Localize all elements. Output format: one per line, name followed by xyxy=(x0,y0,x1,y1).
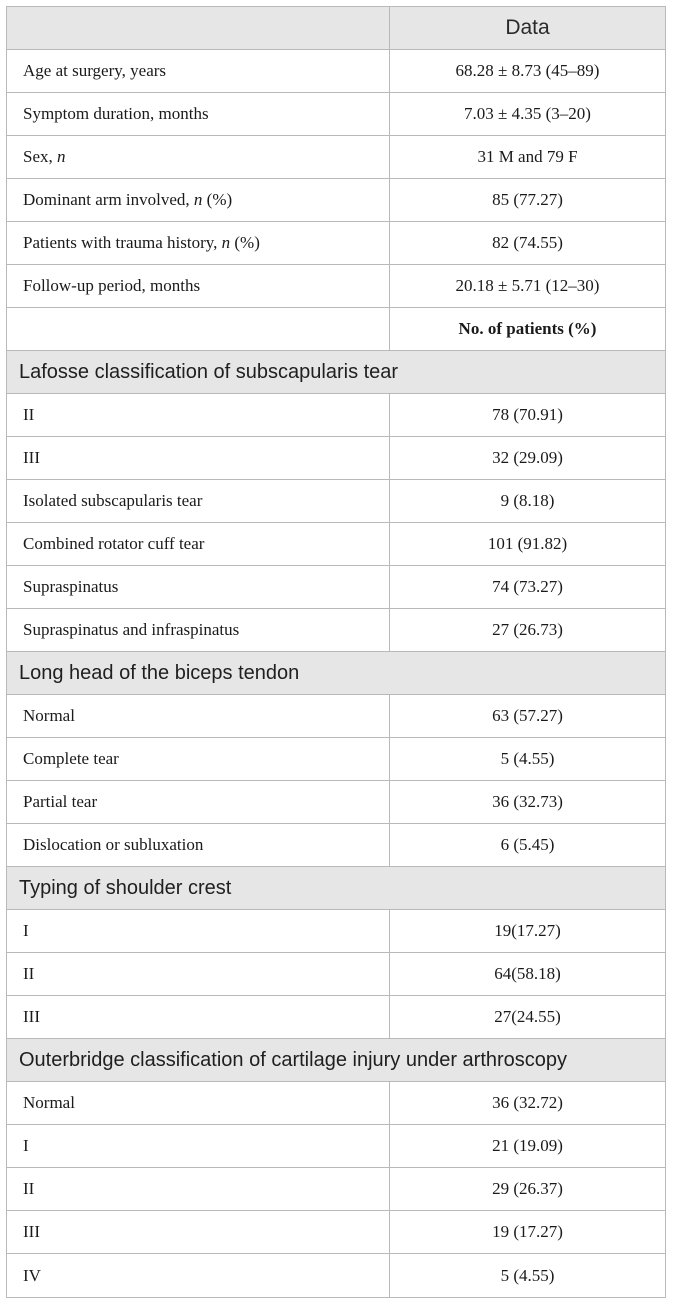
row-value: 78 (70.91) xyxy=(492,405,563,424)
row-label: IV xyxy=(7,1254,390,1297)
row-value: 32 (29.09) xyxy=(492,448,563,467)
table-row xyxy=(7,437,665,480)
row-value: 82 (74.55) xyxy=(492,233,563,252)
table-row xyxy=(7,695,665,738)
row-label: Sex, n xyxy=(7,136,390,178)
row-value: 5 (4.55) xyxy=(500,749,555,768)
row-value: 36 (32.73) xyxy=(492,792,563,811)
table-row xyxy=(7,953,665,996)
row-value: 7.03 ± 4.35 (3–20) xyxy=(464,104,591,123)
table-row xyxy=(7,1211,665,1254)
row-value: 85 (77.27) xyxy=(492,190,563,209)
row-label: Age at surgery, years xyxy=(7,50,390,92)
table-row xyxy=(7,265,665,308)
row-label: Isolated subscapularis tear xyxy=(7,480,390,522)
row-label: Dislocation or subluxation xyxy=(7,824,390,866)
subheader-cell-patients: No. of patients (%) xyxy=(458,319,597,338)
section-header-biceps: Long head of the biceps tendon xyxy=(7,652,665,695)
row-label: II xyxy=(7,953,390,995)
table-row xyxy=(7,824,665,867)
row-label: Symptom duration, months xyxy=(7,93,390,135)
section-header-lafosse: Lafosse classification of subscapularis tear xyxy=(7,351,665,394)
row-value: 68.28 ± 8.73 (45–89) xyxy=(455,61,600,80)
row-label: III xyxy=(7,1211,390,1253)
row-value: 27(24.55) xyxy=(494,1007,561,1026)
row-label: Patients with trauma history, n (%) xyxy=(7,222,390,264)
row-value: 63 (57.27) xyxy=(492,706,563,725)
row-value: 36 (32.72) xyxy=(492,1093,563,1112)
table-row xyxy=(7,93,665,136)
table-row xyxy=(7,996,665,1039)
row-value: 6 (5.45) xyxy=(500,835,555,854)
table-row xyxy=(7,480,665,523)
row-label: Normal xyxy=(7,1082,390,1124)
subheader-cell-label xyxy=(7,308,390,350)
row-value: 74 (73.27) xyxy=(492,577,563,596)
row-value: 64(58.18) xyxy=(494,964,561,983)
row-value: 19 (17.27) xyxy=(492,1222,563,1241)
row-label: Partial tear xyxy=(7,781,390,823)
table-row xyxy=(7,523,665,566)
table-row xyxy=(7,179,665,222)
row-label: III xyxy=(7,437,390,479)
header-cell-label xyxy=(7,7,390,49)
row-label: II xyxy=(7,1168,390,1210)
row-value: 101 (91.82) xyxy=(487,534,568,553)
table-row xyxy=(7,738,665,781)
row-value: 9 (8.18) xyxy=(500,491,555,510)
table-row xyxy=(7,609,665,652)
table-row xyxy=(7,50,665,93)
row-value: 29 (26.37) xyxy=(492,1179,563,1198)
row-label: Combined rotator cuff tear xyxy=(7,523,390,565)
row-label: I xyxy=(7,1125,390,1167)
row-value: 20.18 ± 5.71 (12–30) xyxy=(455,276,600,295)
table-row xyxy=(7,910,665,953)
patient-characteristics-table xyxy=(6,6,666,1298)
row-value: 5 (4.55) xyxy=(500,1265,555,1285)
subheader-row xyxy=(7,308,665,351)
row-label: II xyxy=(7,394,390,436)
row-label: Normal xyxy=(7,695,390,737)
row-label: Complete tear xyxy=(7,738,390,780)
row-label: Supraspinatus xyxy=(7,566,390,608)
row-value: 21 (19.09) xyxy=(492,1136,563,1155)
row-label: III xyxy=(7,996,390,1038)
table-header-row xyxy=(7,7,665,50)
row-label: I xyxy=(7,910,390,952)
table-row xyxy=(7,394,665,437)
row-value: 19(17.27) xyxy=(494,921,561,940)
table-row xyxy=(7,1168,665,1211)
table-row xyxy=(7,1254,665,1297)
table-row xyxy=(7,781,665,824)
row-value: 27 (26.73) xyxy=(492,620,563,639)
row-label: Follow-up period, months xyxy=(7,265,390,307)
row-label: Dominant arm involved, n (%) xyxy=(7,179,390,221)
section-header-shoulder-crest: Typing of shoulder crest xyxy=(7,867,665,910)
table-row xyxy=(7,222,665,265)
row-label: Supraspinatus and infraspinatus xyxy=(7,609,390,651)
table-row xyxy=(7,1125,665,1168)
section-header-outerbridge: Outerbridge classification of cartilage injury under arthroscopy xyxy=(7,1039,665,1082)
table-row xyxy=(7,1082,665,1125)
header-cell-data: Data xyxy=(505,16,550,39)
table-row xyxy=(7,566,665,609)
table-row xyxy=(7,136,665,179)
row-value: 31 M and 79 F xyxy=(477,147,578,166)
